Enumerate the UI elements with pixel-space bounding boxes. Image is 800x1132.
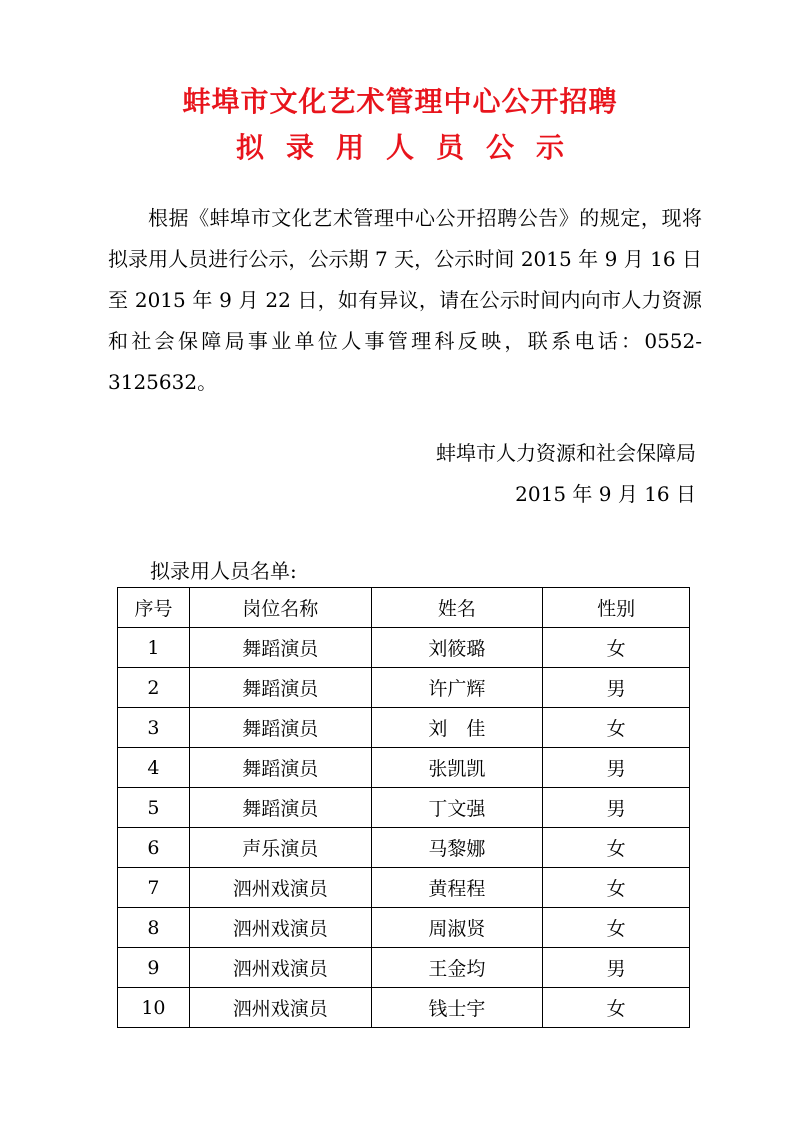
table-row [118, 828, 690, 868]
header-gender: 性别 [543, 588, 690, 628]
cell-index: 4 [118, 748, 190, 788]
cell-gender: 女 [543, 868, 690, 908]
cell-position: 泗州戏演员 [189, 988, 371, 1028]
cell-position: 泗州戏演员 [189, 948, 371, 988]
table-row [118, 948, 690, 988]
cell-gender: 男 [543, 668, 690, 708]
cell-name: 丁文强 [371, 788, 543, 828]
table-row [118, 908, 690, 948]
cell-index: 3 [118, 708, 190, 748]
table-row [118, 748, 690, 788]
header-name: 姓名 [371, 588, 543, 628]
cell-gender: 女 [543, 988, 690, 1028]
issuer-name: 蚌埠市人力资源和社会保障局 [436, 441, 696, 465]
cell-gender: 女 [543, 908, 690, 948]
cell-name: 马黎娜 [371, 828, 543, 868]
cell-position: 泗州戏演员 [189, 868, 371, 908]
cell-index: 2 [118, 668, 190, 708]
table-row [118, 988, 690, 1028]
cell-position: 舞蹈演员 [189, 668, 371, 708]
roster-table [117, 587, 690, 1028]
cell-index: 9 [118, 948, 190, 988]
cell-gender: 男 [543, 788, 690, 828]
cell-index: 8 [118, 908, 190, 948]
cell-index: 6 [118, 828, 190, 868]
header-index: 序号 [118, 588, 190, 628]
cell-position: 舞蹈演员 [189, 628, 371, 668]
list-title: 拟录用人员名单: [150, 559, 297, 583]
announcement-paragraph: 根据《蚌埠市文化艺术管理中心公开招聘公告》的规定，现将拟录用人员进行公示，公示期 7 天，公示时间 2015 年 9 月 16 日至 2015 年 9 月 22 日，如有异议，请在公示时间内向市人力资源和社会保障局事业单位人事管理科反映，联系电话：0552-3125632。 [108, 206, 702, 394]
cell-name: 刘筱璐 [371, 628, 543, 668]
cell-name: 黄程程 [371, 868, 543, 908]
table-row [118, 668, 690, 708]
cell-gender: 女 [543, 708, 690, 748]
cell-gender: 男 [543, 948, 690, 988]
cell-position: 舞蹈演员 [189, 748, 371, 788]
cell-gender: 女 [543, 628, 690, 668]
cell-name: 张凯凯 [371, 748, 543, 788]
cell-position: 舞蹈演员 [189, 788, 371, 828]
cell-index: 1 [118, 628, 190, 668]
cell-name: 钱士宇 [371, 988, 543, 1028]
cell-index: 5 [118, 788, 190, 828]
table-header-row [118, 588, 690, 628]
table-row [118, 868, 690, 908]
announcement-body [108, 198, 702, 403]
header-position: 岗位名称 [189, 588, 371, 628]
table-row [118, 788, 690, 828]
cell-gender: 女 [543, 828, 690, 868]
issue-date: 2015 年 9 月 16 日 [515, 482, 696, 506]
cell-name: 刘 佳 [371, 708, 543, 748]
cell-index: 7 [118, 868, 190, 908]
cell-name: 周淑贤 [371, 908, 543, 948]
cell-position: 泗州戏演员 [189, 908, 371, 948]
cell-position: 声乐演员 [189, 828, 371, 868]
title-line-2: 拟录用人员公示 [235, 131, 586, 164]
cell-name: 许广辉 [371, 668, 543, 708]
cell-name: 王金均 [371, 948, 543, 988]
table-row [118, 708, 690, 748]
title-line-1: 蚌埠市文化艺术管理中心公开招聘 [182, 85, 618, 118]
cell-index: 10 [118, 988, 190, 1028]
cell-position: 舞蹈演员 [189, 708, 371, 748]
table-row [118, 628, 690, 668]
cell-gender: 男 [543, 748, 690, 788]
